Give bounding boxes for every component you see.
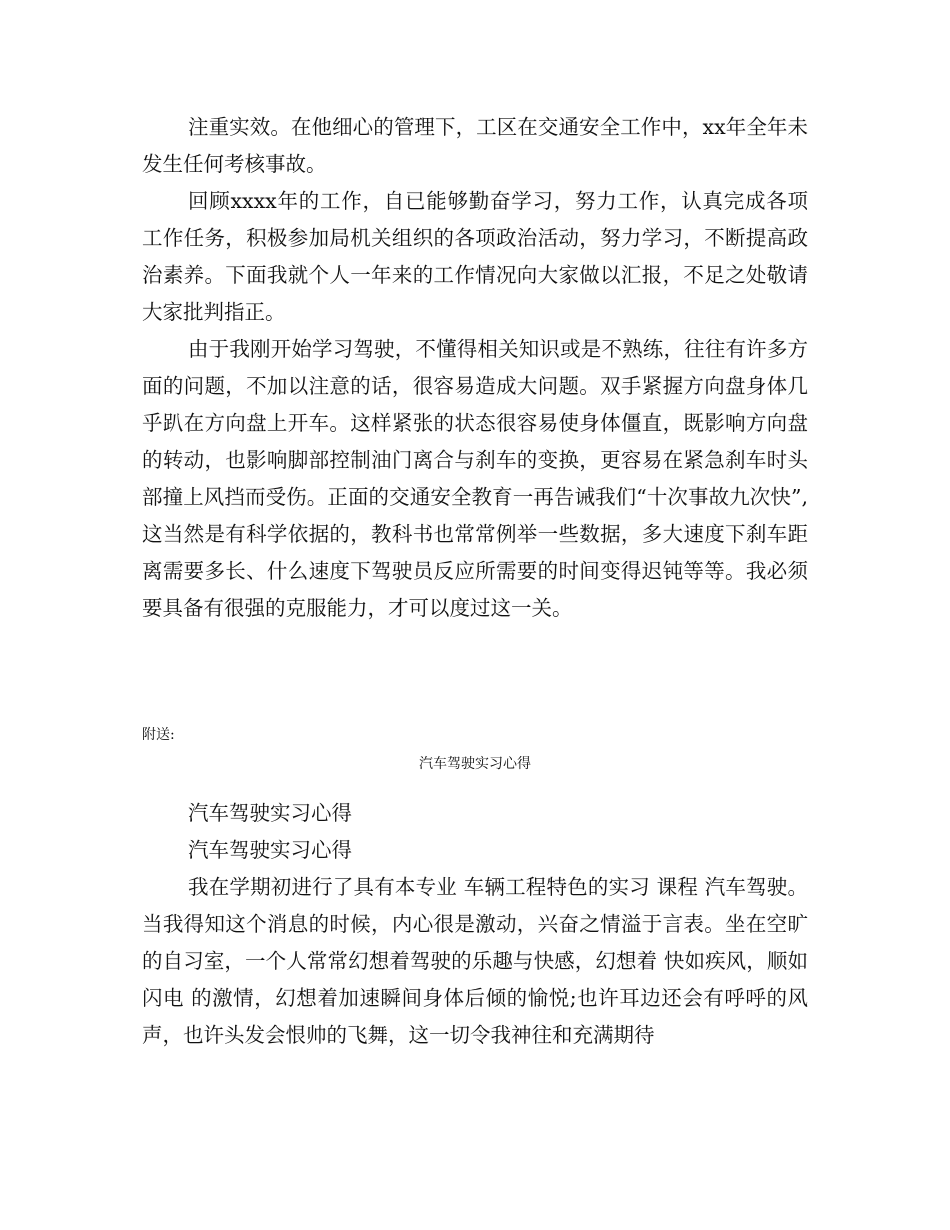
body-section-two [142,795,808,1054]
paragraph: 我在学期初进行了具有本专业 车辆工程特色的实习 课程 汽车驾驶。当我得知这个消息的时候，内心很是激动，兴奋之情溢于言表。坐在空旷的自习室，一个人常常幻想着驾驶的乐趣与快感，幻想着 快如疾风，顺如闪电 的激情，幻想着加速瞬间身体后倾的愉悦;也许耳边还会有呼呼的风声，也许头发会恨帅的飞舞，这一切令我神往和充满期待 [142,875,808,1047]
heading-line: 汽车驾驶实习心得 [188,801,352,825]
appendix-label: 附送: [142,727,175,743]
paragraph: 注重实效。在他细心的管理下，工区在交通安全工作中，xx年全年未发生任何考核事故。 [142,115,808,176]
appendix-title: 汽车驾驶实习心得 [419,756,531,772]
paragraph: 由于我刚开始学习驾驶，不懂得相关知识或是不熟练，往往有许多方面的问题，不加以注意的话，很容易造成大问题。双手紧握方向盘身体几乎趴在方向盘上开车。这样紧张的状态很容易使身体僵直，既影响方向盘的转动，也影响脚部控制油门离合与刹车的变换，更容易在紧急刹车时头部撞上风挡而受伤。正面的交通安全教育一再告诫我们“十次事故九次快”,这当然是有科学依据的，教科书也常常例举一些数据，多大速度下刹车距离需要多长、什么速度下驾驶员反应所需要的时间变得迟钝等等。我必须要具备有很强的克服能力，才可以度过这一关。 [142,337,808,620]
heading-line: 汽车驾驶实习心得 [188,838,352,862]
body-section-one [142,109,808,627]
paragraph: 回顾xxxx年的工作，自已能够勤奋学习，努力工作，认真完成各项工作任务，积极参加局机关组织的各项政治活动，努力学习，不断提高政治素养。下面我就个人一年来的工作情况向大家做以汇报，不足之处敬请大家批判指正。 [142,189,808,324]
